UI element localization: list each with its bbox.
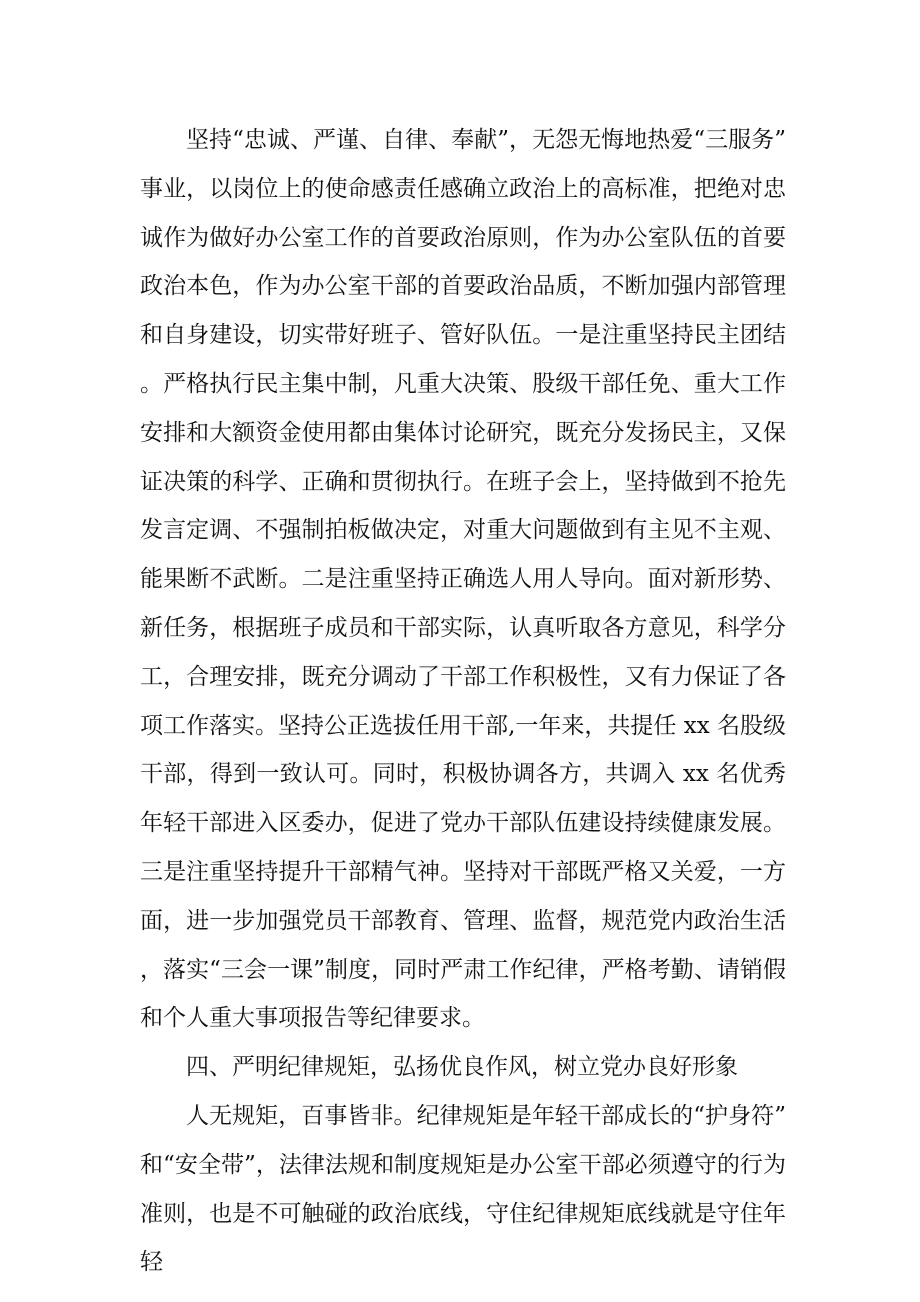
paragraph-rules: 人无规矩，百事皆非。纪律规矩是年轻干部成长的“护身符”和“安全带”，法律法规和制度规矩是办公室干部必须遵守的行为准则，也是不可触碰的政治底线，守住纪律规矩底线就是守住年轻 bbox=[140, 1102, 786, 1276]
document-body bbox=[140, 116, 786, 1287]
section-heading-discipline: 四、严明纪律规矩，弘扬优良作风，树立党办良好形象 bbox=[186, 1054, 738, 1081]
paragraph-party-loyalty: 坚持“忠诚、严谨、自律、奉献”，无怨无悔地热爱“三服务”事业，以岗位上的使命感责任感确立政治上的高标准，把绝对忠诚作为做好办公室工作的首要政治原则，作为办公室队伍的首要政治本色，作为办公室干部的首要政治品质，不断加强内部管理和自身建设，切实带好班子、管好队伍。一是注重坚持民主团结。严格执行民主集中制，凡重大决策、股级干部任免、重大工作安排和大额资金使用都由集体讨论研究，既充分发扬民主，又保证决策的科学、正确和贯彻执行。在班子会上，坚持做到不抢先发言定调、不强制拍板做决定，对重大问题做到有主见不主观、能果断不武断。二是注重坚持正确选人用人导向。面对新形势、新任务，根据班子成员和干部实际，认真听取各方意见，科学分工，合理安排，既充分调动了干部工作积极性，又有力保证了各项工作落实。坚持公正选拔任用干部,一年来，共提任 xx 名股级干部，得到一致认可。同时，积极协调各方，共调入 xx 名优秀年轻干部进入区委办，促进了党办干部队伍建设持续健康发展。三是注重坚持提升干部精气神。坚持对干部既严格又关爱，一方面，进一步加强党员干部教育、管理、监督，规范党内政治生活，落实“三会一课”制度，同时严肃工作纪律，严格考勤、请销假和个人重大事项报告等纪律要求。 bbox=[140, 127, 786, 1032]
